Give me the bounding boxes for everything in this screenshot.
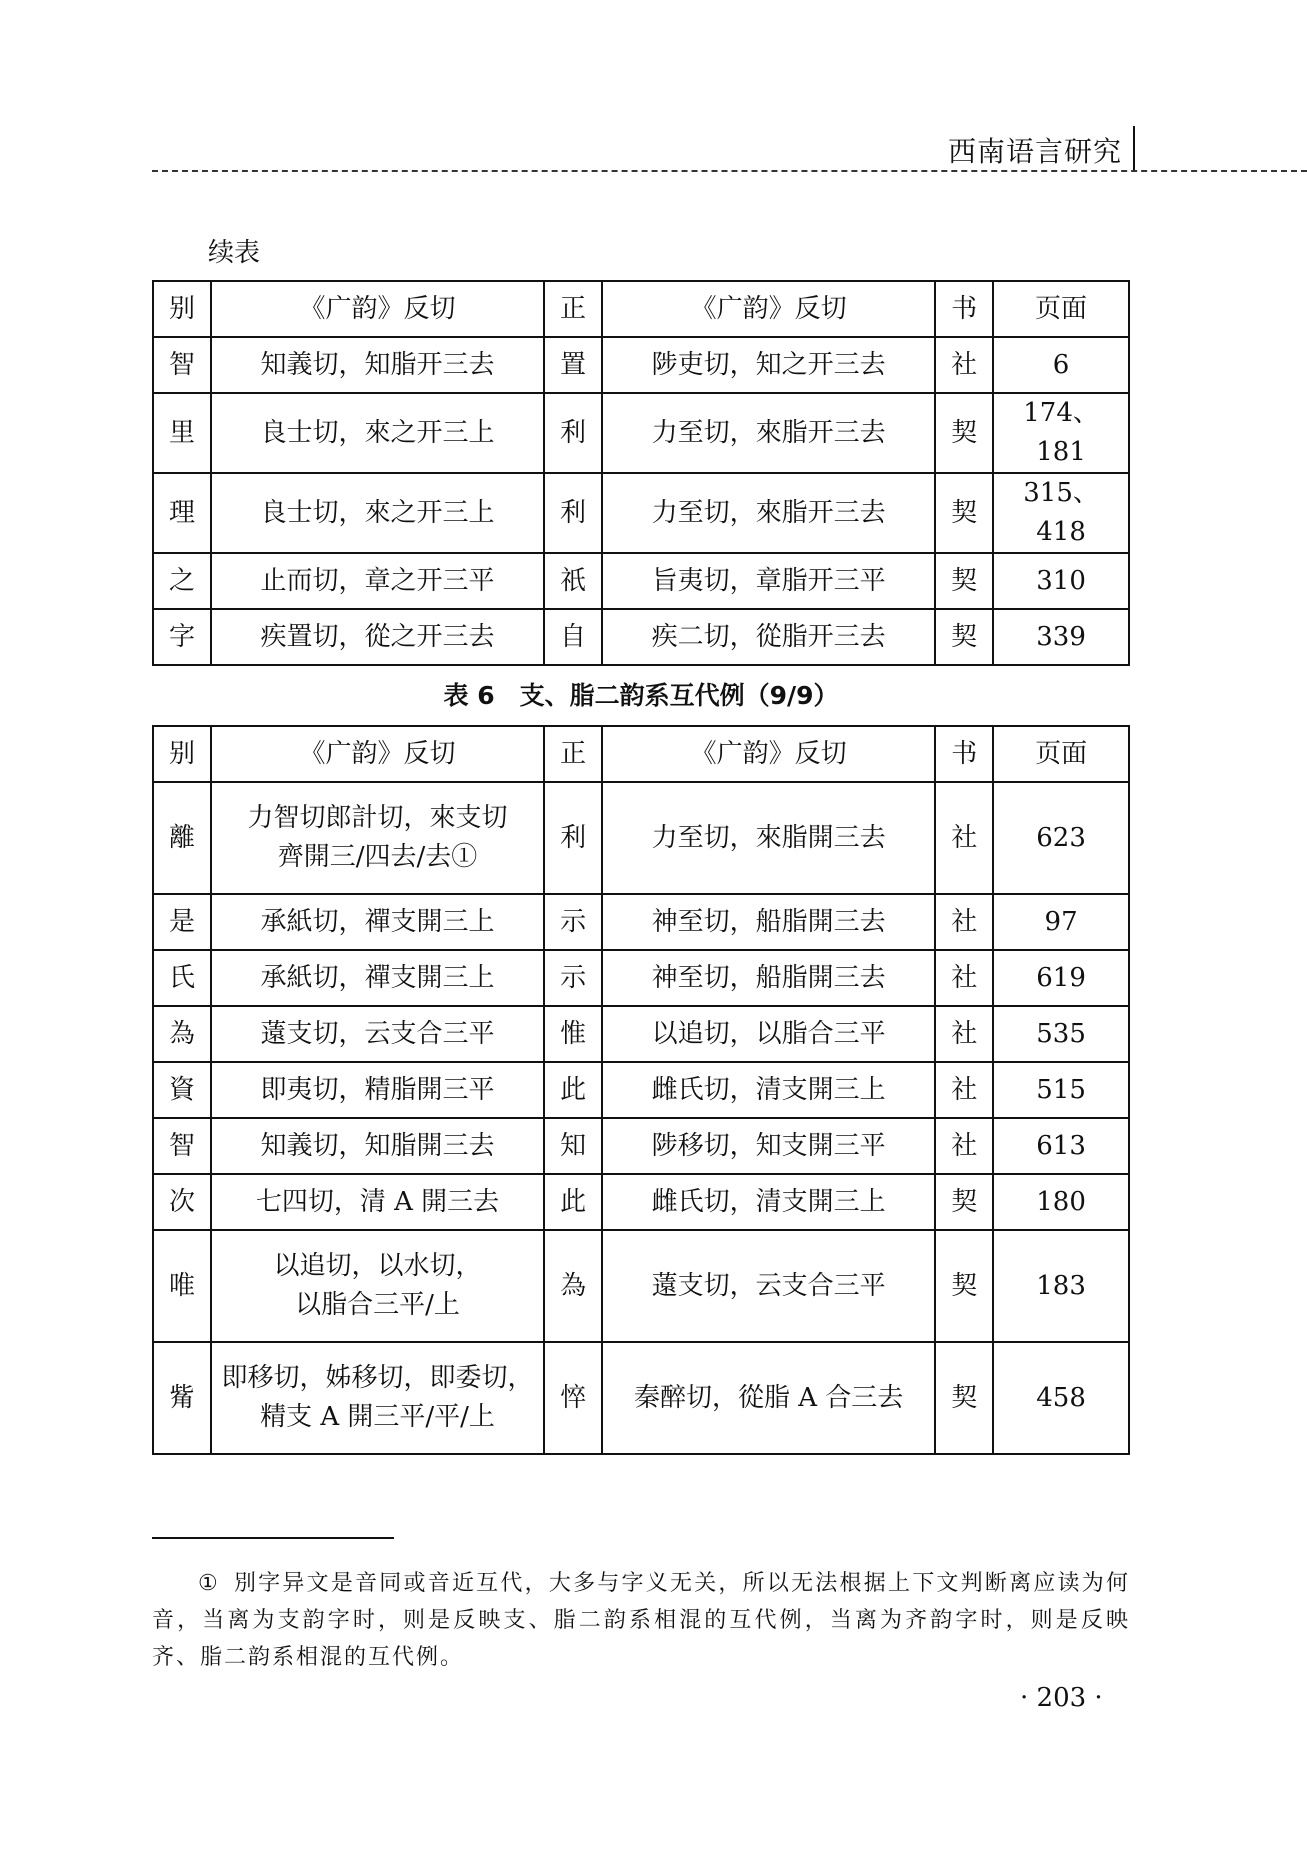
table-row (153, 894, 1129, 950)
fanqie-line: 七四切，清 A 開三去 (255, 1186, 500, 1217)
variant-fanqie-cell: 良士切，來之开三上 (211, 393, 544, 473)
continued-table (152, 280, 1130, 666)
variant-char-cell: 氏 (153, 950, 211, 1006)
fanqie-line: 承紙切，禪支開三上 (260, 906, 495, 937)
standard-char-cell: 祇 (544, 553, 602, 609)
column-header: 别 (153, 726, 211, 782)
fanqie-line: 以脂合三平/上 (295, 1290, 460, 1320)
variant-fanqie-cell: 止而切，章之开三平 (211, 553, 544, 609)
standard-char-cell: 自 (544, 609, 602, 665)
standard-fanqie-cell: 雌氏切，清支開三上 (602, 1174, 935, 1230)
standard-fanqie-cell: 神至切，船脂開三去 (602, 950, 935, 1006)
source-cell: 契 (935, 1342, 993, 1454)
variant-fanqie-cell (211, 782, 544, 894)
variant-fanqie-cell (211, 1118, 544, 1174)
column-header: 正 (544, 726, 602, 782)
standard-fanqie-cell: 力至切，來脂開三去 (602, 782, 935, 894)
source-cell: 社 (935, 950, 993, 1006)
standard-char-cell: 惟 (544, 1006, 602, 1062)
table-row (153, 553, 1129, 609)
fanqie-line: 力智切郎計切，來支切 (247, 803, 508, 833)
page-cell: 619 (993, 950, 1129, 1006)
standard-char-cell: 示 (544, 950, 602, 1006)
page-cell: 315、418 (993, 473, 1129, 553)
standard-fanqie-cell: 雌氏切，清支開三上 (602, 1062, 935, 1118)
variant-fanqie-cell (211, 1174, 544, 1230)
standard-char-cell: 示 (544, 894, 602, 950)
variant-char-cell: 為 (153, 1006, 211, 1062)
variant-fanqie-cell (211, 1342, 544, 1454)
header-bar (1133, 126, 1135, 170)
variant-char-cell: 離 (153, 782, 211, 894)
page-cell: 339 (993, 609, 1129, 665)
standard-fanqie-cell: 薳支切，云支合三平 (602, 1230, 935, 1342)
standard-fanqie-cell: 力至切，來脂开三去 (602, 473, 935, 553)
table-row (153, 1062, 1129, 1118)
table-row (153, 1118, 1129, 1174)
standard-fanqie-cell: 以追切，以脂合三平 (602, 1006, 935, 1062)
table-header-row (153, 726, 1129, 782)
page-cell: 180 (993, 1174, 1129, 1230)
fanqie-line: 即移切，姊移切，即委切， (221, 1363, 534, 1393)
continued-label: 续表 (208, 238, 261, 268)
source-cell: 社 (935, 1062, 993, 1118)
variant-char-cell: 唯 (153, 1230, 211, 1342)
standard-char-cell: 利 (544, 393, 602, 473)
variant-fanqie-cell: 知義切，知脂开三去 (211, 337, 544, 393)
page-number: · 203 · (1020, 1683, 1103, 1713)
source-cell: 契 (935, 1230, 993, 1342)
footnote-text: 別字异文是音同或音近互代，大多与字义无关，所以无法根据上下文判断离应读为何音，当离为支韵字时，则是反映支、脂二韵系相混的互代例，当离为齐韵字时，则是反映齐、脂二韵系相混的互代例。 (152, 1571, 1130, 1670)
standard-fanqie-cell: 疾二切，從脂开三去 (602, 609, 935, 665)
page-cell: 6 (993, 337, 1129, 393)
fanqie-line: 即夷切，精脂開三平 (260, 1074, 495, 1105)
column-header: 页面 (993, 726, 1129, 782)
page-cell: 535 (993, 1006, 1129, 1062)
page-cell: 623 (993, 782, 1129, 894)
standard-char-cell: 利 (544, 782, 602, 894)
table-row (153, 1006, 1129, 1062)
standard-fanqie-cell: 陟移切，知支開三平 (602, 1118, 935, 1174)
variant-char-cell: 是 (153, 894, 211, 950)
variant-char-cell: 智 (153, 1118, 211, 1174)
table-row (153, 1230, 1129, 1342)
variant-fanqie-cell (211, 1230, 544, 1342)
footnote-rule (152, 1537, 394, 1539)
column-header: 《广韵》反切 (602, 281, 935, 337)
variant-char-cell: 里 (153, 393, 211, 473)
source-cell: 契 (935, 553, 993, 609)
fanqie-line: 薳支切，云支合三平 (260, 1018, 495, 1049)
source-cell: 社 (935, 337, 993, 393)
column-header: 别 (153, 281, 211, 337)
variant-char-cell: 觜 (153, 1342, 211, 1454)
variant-char-cell: 之 (153, 553, 211, 609)
standard-fanqie-cell: 神至切，船脂開三去 (602, 894, 935, 950)
column-header: 书 (935, 726, 993, 782)
column-header: 《广韵》反切 (602, 726, 935, 782)
source-cell: 社 (935, 782, 993, 894)
variant-char-cell: 理 (153, 473, 211, 553)
standard-fanqie-cell: 力至切，來脂开三去 (602, 393, 935, 473)
journal-title: 西南语言研究 (948, 135, 1123, 168)
variant-fanqie-cell: 良士切，來之开三上 (211, 473, 544, 553)
source-cell: 契 (935, 1174, 993, 1230)
table-row (153, 950, 1129, 1006)
page-cell: 97 (993, 894, 1129, 950)
table-row (153, 337, 1129, 393)
variant-char-cell: 智 (153, 337, 211, 393)
column-header: 《广韵》反切 (211, 726, 544, 782)
fanqie-line: 精支 A 開三平/平/上 (260, 1402, 495, 1432)
table-row (153, 782, 1129, 894)
standard-char-cell: 此 (544, 1174, 602, 1230)
table-row (153, 609, 1129, 665)
variant-char-cell: 次 (153, 1174, 211, 1230)
page-cell: 515 (993, 1062, 1129, 1118)
source-cell: 社 (935, 1118, 993, 1174)
fanqie-line: 齊開三/四去/去① (277, 842, 478, 872)
column-header: 《广韵》反切 (211, 281, 544, 337)
standard-char-cell: 知 (544, 1118, 602, 1174)
variant-fanqie-cell (211, 894, 544, 950)
source-cell: 契 (935, 473, 993, 553)
table-header-row (153, 281, 1129, 337)
source-cell: 契 (935, 393, 993, 473)
table-6 (152, 725, 1130, 1455)
standard-char-cell: 悴 (544, 1342, 602, 1454)
standard-char-cell: 置 (544, 337, 602, 393)
fanqie-line: 承紙切，禪支開三上 (260, 962, 495, 993)
source-cell: 社 (935, 1006, 993, 1062)
column-header: 页面 (993, 281, 1129, 337)
variant-fanqie-cell: 疾置切，從之开三去 (211, 609, 544, 665)
table-row (153, 1174, 1129, 1230)
table-row (153, 393, 1129, 473)
variant-fanqie-cell (211, 1062, 544, 1118)
standard-fanqie-cell: 旨夷切，章脂开三平 (602, 553, 935, 609)
table-6-title: 表 6 支、脂二韵系互代例（9/9） (443, 681, 839, 710)
footnote (152, 1565, 1130, 1676)
source-cell: 社 (935, 894, 993, 950)
variant-char-cell: 資 (153, 1062, 211, 1118)
table-row (153, 473, 1129, 553)
variant-char-cell: 字 (153, 609, 211, 665)
page-cell: 174、181 (993, 393, 1129, 473)
column-header: 书 (935, 281, 993, 337)
standard-char-cell: 利 (544, 473, 602, 553)
page-cell: 613 (993, 1118, 1129, 1174)
standard-fanqie-cell: 秦醉切，從脂 A 合三去 (602, 1342, 935, 1454)
source-cell: 契 (935, 609, 993, 665)
standard-char-cell: 此 (544, 1062, 602, 1118)
variant-fanqie-cell (211, 1006, 544, 1062)
column-header: 正 (544, 281, 602, 337)
page-cell: 183 (993, 1230, 1129, 1342)
fanqie-line: 知義切，知脂開三去 (260, 1130, 495, 1161)
fanqie-line: 以追切，以水切， (273, 1251, 482, 1281)
page-cell: 458 (993, 1342, 1129, 1454)
standard-char-cell: 為 (544, 1230, 602, 1342)
standard-fanqie-cell: 陟吏切，知之开三去 (602, 337, 935, 393)
footnote-marker: ① (198, 1571, 220, 1596)
table-row (153, 1342, 1129, 1454)
page-cell: 310 (993, 553, 1129, 609)
variant-fanqie-cell (211, 950, 544, 1006)
header-rule (152, 170, 1307, 172)
